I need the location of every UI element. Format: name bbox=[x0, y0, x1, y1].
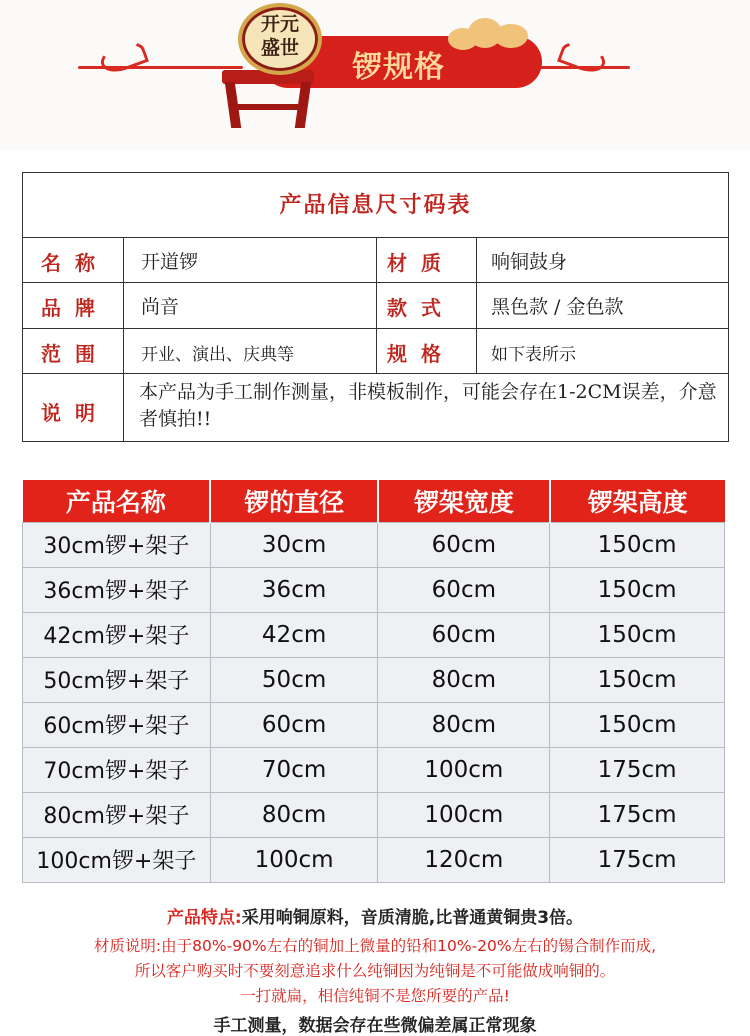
cell-height: 150cm bbox=[550, 612, 725, 657]
material-note-line-2: 所以客户购买时不要刻意追求什么纯铜因为纯铜是不可能做成响铜的。 bbox=[134, 962, 616, 980]
cell-diameter: 42cm bbox=[210, 612, 378, 657]
product-info-table bbox=[22, 172, 729, 442]
auspicious-cloud-icon bbox=[448, 14, 534, 52]
table-row bbox=[23, 612, 725, 657]
cell-height: 150cm bbox=[550, 702, 725, 747]
cell-width: 120cm bbox=[378, 837, 550, 882]
table-row bbox=[23, 747, 725, 792]
info-table-title: 产品信息尺寸码表 bbox=[279, 192, 472, 218]
table-row bbox=[23, 567, 725, 612]
cell-height: 150cm bbox=[550, 657, 725, 702]
description-text: 本产品为手工制作测量，非模板制作，可能会存在1-2CM误差，介意者慎拍!! bbox=[139, 381, 717, 430]
column-divider bbox=[476, 237, 477, 373]
value-material: 响铜鼓身 bbox=[491, 251, 568, 273]
badge-line-1: 开元 bbox=[260, 13, 299, 35]
cell-product: 42cm锣+架子 bbox=[23, 612, 211, 657]
cell-height: 150cm bbox=[550, 522, 725, 567]
value-brand: 尚音 bbox=[141, 296, 180, 318]
swirl-ornament-left-icon bbox=[97, 37, 149, 77]
value-name: 开道锣 bbox=[141, 251, 199, 273]
cell-product: 60cm锣+架子 bbox=[23, 702, 211, 747]
cell-width: 60cm bbox=[378, 522, 550, 567]
cell-width: 60cm bbox=[378, 612, 550, 657]
feature-text: 采用响铜原料，音质清脆,比普通黄铜贵3倍。 bbox=[241, 908, 584, 928]
cell-diameter: 100cm bbox=[210, 837, 378, 882]
label-spec: 规格 bbox=[387, 342, 455, 366]
cell-diameter: 70cm bbox=[210, 747, 378, 792]
drum-badge-text bbox=[252, 12, 308, 60]
feature-note bbox=[0, 903, 750, 928]
header-banner bbox=[0, 0, 750, 150]
header-product-name: 产品名称 bbox=[23, 480, 211, 522]
column-divider bbox=[123, 237, 124, 442]
label-scope: 范围 bbox=[41, 342, 109, 366]
label-name: 名称 bbox=[41, 251, 109, 275]
badge-line-2: 盛世 bbox=[260, 37, 299, 59]
cell-product: 30cm锣+架子 bbox=[23, 522, 211, 567]
table-row bbox=[23, 702, 725, 747]
cell-product: 36cm锣+架子 bbox=[23, 567, 211, 612]
cell-width: 80cm bbox=[378, 657, 550, 702]
cell-diameter: 60cm bbox=[210, 702, 378, 747]
label-material: 材质 bbox=[387, 251, 455, 275]
feature-label: 产品特点: bbox=[166, 908, 242, 928]
row-divider bbox=[23, 373, 728, 374]
cell-width: 100cm bbox=[378, 747, 550, 792]
cell-product: 100cm锣+架子 bbox=[23, 837, 211, 882]
measurement-note: 手工测量，数据会存在些微偏差属正常现象 bbox=[213, 1016, 537, 1036]
cell-height: 175cm bbox=[550, 792, 725, 837]
header-stand-width: 锣架宽度 bbox=[378, 480, 550, 522]
cell-diameter: 50cm bbox=[210, 657, 378, 702]
cell-product: 80cm锣+架子 bbox=[23, 792, 211, 837]
label-description: 说明 bbox=[41, 401, 109, 425]
cell-diameter: 36cm bbox=[210, 567, 378, 612]
cell-height: 175cm bbox=[550, 837, 725, 882]
material-note-line-3: 一打就扁，相信纯铜不是您所要的产品! bbox=[240, 987, 510, 1005]
cell-diameter: 80cm bbox=[210, 792, 378, 837]
value-spec: 如下表所示 bbox=[491, 345, 576, 365]
cell-height: 150cm bbox=[550, 567, 725, 612]
cell-diameter: 30cm bbox=[210, 522, 378, 567]
cell-width: 100cm bbox=[378, 792, 550, 837]
cell-product: 70cm锣+架子 bbox=[23, 747, 211, 792]
table-row bbox=[23, 792, 725, 837]
header-gong-diameter: 锣的直径 bbox=[210, 480, 378, 522]
size-spec-table bbox=[22, 480, 725, 883]
cell-width: 60cm bbox=[378, 567, 550, 612]
column-divider bbox=[376, 237, 377, 373]
table-header-row bbox=[23, 480, 725, 522]
banner-title: 锣规格 bbox=[352, 50, 445, 85]
value-scope: 开业、演出、庆典等 bbox=[141, 345, 294, 365]
drum-stand-illustration bbox=[222, 70, 314, 128]
cell-product: 50cm锣+架子 bbox=[23, 657, 211, 702]
swirl-ornament-right-icon bbox=[557, 37, 609, 77]
table-row bbox=[23, 522, 725, 567]
value-style: 黑色款 / 金色款 bbox=[491, 296, 624, 318]
header-stand-height: 锣架高度 bbox=[550, 480, 725, 522]
cell-height: 175cm bbox=[550, 747, 725, 792]
material-note-line-1: 材质说明:由于80%-90%左右的铜加上微量的铅和10%-20%左右的锡合制作而成, bbox=[93, 937, 657, 955]
table-row bbox=[23, 837, 725, 882]
label-style: 款式 bbox=[387, 296, 455, 320]
table-row bbox=[23, 657, 725, 702]
cell-width: 80cm bbox=[378, 702, 550, 747]
label-brand: 品牌 bbox=[41, 296, 109, 320]
